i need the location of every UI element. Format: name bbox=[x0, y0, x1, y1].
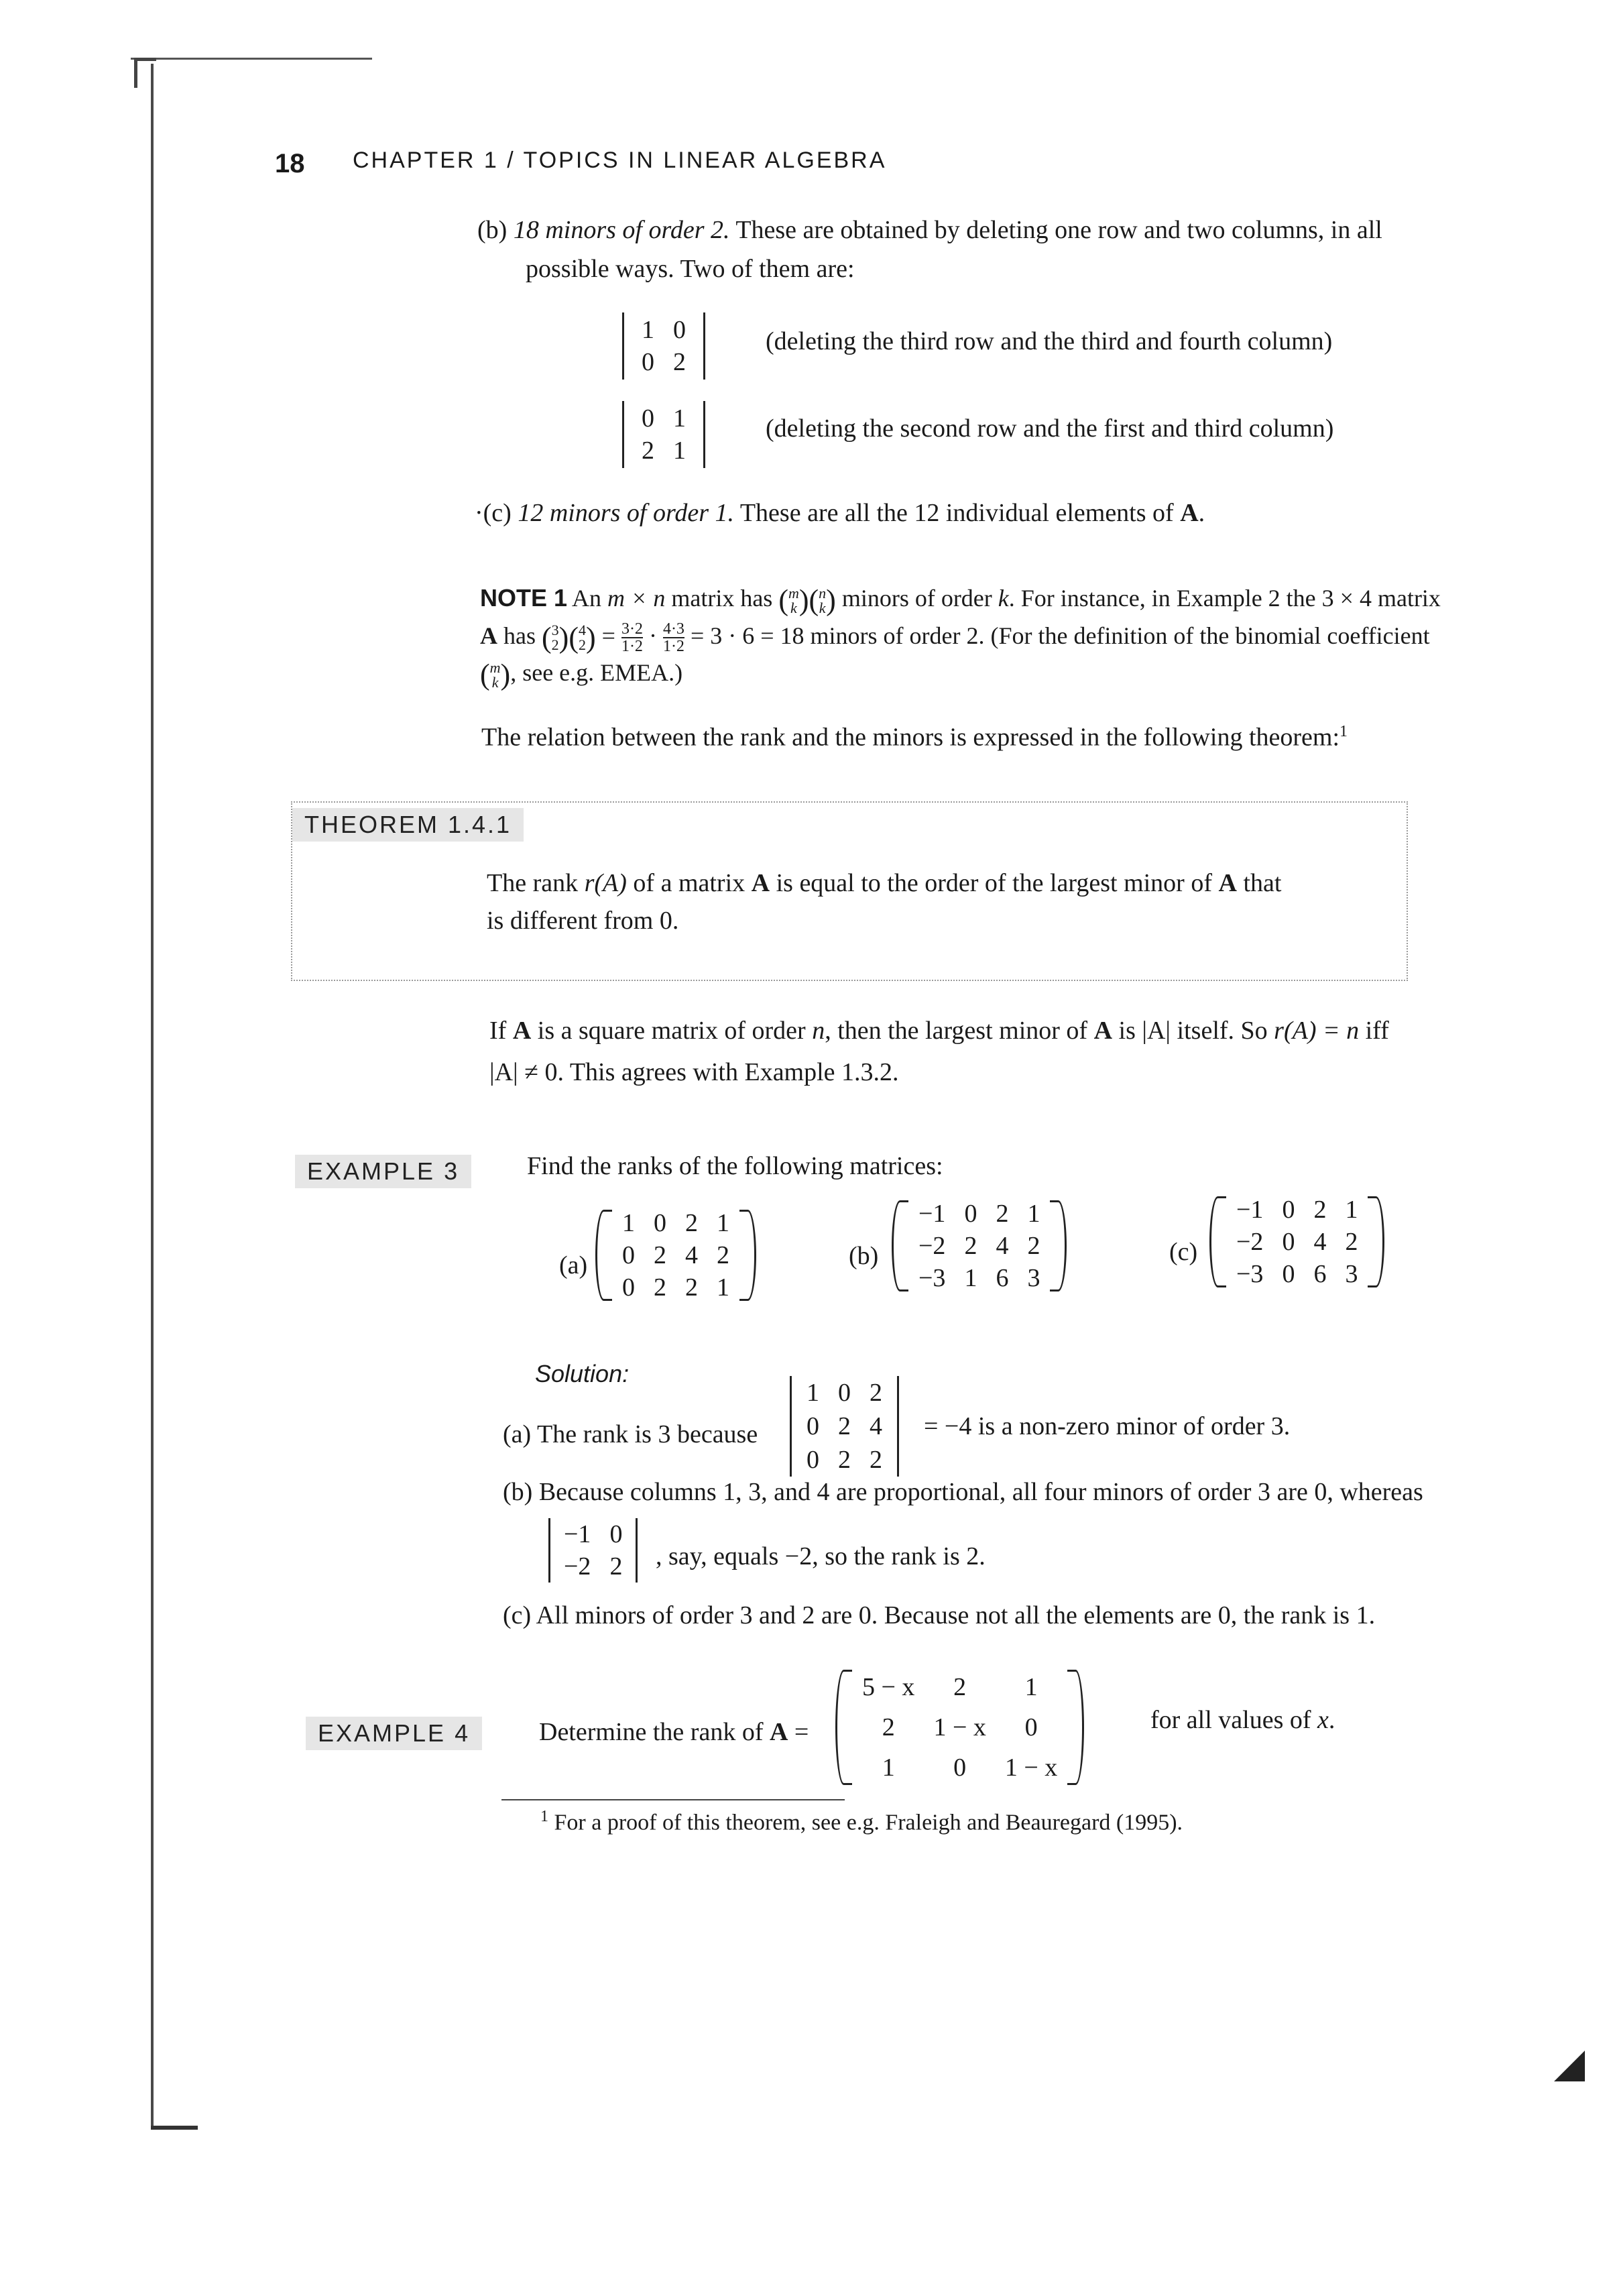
solution-b-det: −1 0 −2 2 bbox=[548, 1518, 638, 1583]
solution-c-text: (c) All minors of order 3 and 2 are 0. Because not all the elements are 0, the rank is 1. bbox=[503, 1601, 1376, 1629]
solution-a-result: = −4 is a non-zero minor of order 3. bbox=[924, 1412, 1291, 1440]
scan-binding-edge bbox=[151, 64, 154, 2129]
note-1 bbox=[480, 581, 1486, 693]
scan-bottom-mark bbox=[151, 2126, 198, 2130]
footnote bbox=[540, 1808, 1183, 1835]
example-3-prompt: Find the ranks of the following matrices: bbox=[527, 1152, 943, 1180]
matrix-b: −1 0 2 1 −2 2 4 2 −3 1 6 3 bbox=[892, 1198, 1067, 1294]
note-1-line3: (m k), see e.g. EMEA.) bbox=[480, 658, 683, 692]
minor-2-caption: (deleting the second row and the first and third column) bbox=[766, 414, 1334, 443]
solution-b-text: (b) Because columns 1, 3, and 4 are proportional, all four minors of order 3 are 0, whereas bbox=[503, 1478, 1423, 1506]
matrix-c-label: (c) bbox=[1169, 1238, 1198, 1266]
theorem-line2: is different from 0. bbox=[487, 907, 679, 935]
matrix-a-label: (a) bbox=[559, 1251, 588, 1279]
solution-label: Solution: bbox=[535, 1360, 630, 1387]
matrix-c: −1 0 2 1 −2 0 4 2 −3 0 6 3 bbox=[1209, 1194, 1384, 1290]
note-1-line1: NOTE 1 An m × n matrix has (m k)(n k) minors of order k. For instance, in Example 2 the 3 × 4 matrix bbox=[480, 583, 1441, 617]
example-4-matrix: 5 − x 2 1 2 1 − x 0 1 0 1 − x bbox=[835, 1667, 1084, 1788]
matrix-b-label: (b) bbox=[849, 1242, 879, 1270]
footnote-text: For a proof of this theorem, see e.g. Fraleigh and Beauregard (1995). bbox=[554, 1810, 1183, 1835]
note-label: NOTE 1 bbox=[480, 584, 568, 612]
example-4-label: EXAMPLE 4 bbox=[306, 1717, 482, 1750]
example-4-tail: for all values of x. bbox=[1150, 1706, 1335, 1734]
example-4-text: Determine the rank of A = bbox=[539, 1718, 809, 1746]
page-number: 18 bbox=[275, 149, 305, 178]
solution-a-text: (a) The rank is 3 because bbox=[503, 1420, 758, 1448]
solution-b-result: , say, equals −2, so the rank is 2. bbox=[656, 1542, 986, 1570]
example-3-label: EXAMPLE 3 bbox=[295, 1155, 471, 1188]
solution-a-det: 1 0 2 0 2 4 0 2 2 bbox=[790, 1376, 899, 1477]
minor-1-caption: (deleting the third row and the third and fourth column) bbox=[766, 327, 1333, 355]
item-b-label: (b) bbox=[477, 216, 508, 244]
theorem-label: THEOREM 1.4.1 bbox=[292, 808, 524, 842]
scan-right-mark bbox=[1554, 2051, 1585, 2081]
item-b-line1 bbox=[477, 212, 1382, 248]
matrix-a: 1 0 2 1 0 2 4 2 0 2 2 1 bbox=[595, 1207, 756, 1304]
item-b-text1: These are obtained by deleting one row and two columns, in all bbox=[735, 216, 1382, 244]
theorem-line1: The rank r(A) of a matrix A is equal to the order of the largest minor of A that bbox=[487, 869, 1282, 897]
relation-text: The relation between the rank and the minors is expressed in the following theorem:$^1$ bbox=[481, 723, 1348, 752]
square-line1: If A is a square matrix of order n, then the largest minor of A is |A| itself. So r(A) = n iff bbox=[489, 1017, 1389, 1045]
footnote-mark: 1 bbox=[540, 1808, 548, 1825]
square-line2: |A| ≠ 0. This agrees with Example 1.3.2. bbox=[489, 1058, 899, 1086]
item-b-line2: possible ways. Two of them are: bbox=[526, 255, 855, 283]
footnote-rule bbox=[501, 1799, 845, 1800]
note-1-line2: A has (3 2)(4 2) = 3·2 1·2 · 4·3 1·2 = 3 · 6 = 18 minors of order 2. (For the definition of the binomial coefficient bbox=[480, 620, 1430, 656]
minor-1: 1 0 0 2 bbox=[622, 312, 705, 380]
scan-top-edge bbox=[131, 58, 372, 60]
running-head: CHAPTER 1 / TOPICS IN LINEAR ALGEBRA bbox=[353, 148, 887, 173]
item-c: ·(c) 12 minors of order 1. These are all the 12 individual elements of A. bbox=[475, 499, 1205, 527]
item-b-title: 18 minors of order 2. bbox=[513, 216, 730, 244]
minor-2: 0 1 2 1 bbox=[622, 401, 705, 468]
